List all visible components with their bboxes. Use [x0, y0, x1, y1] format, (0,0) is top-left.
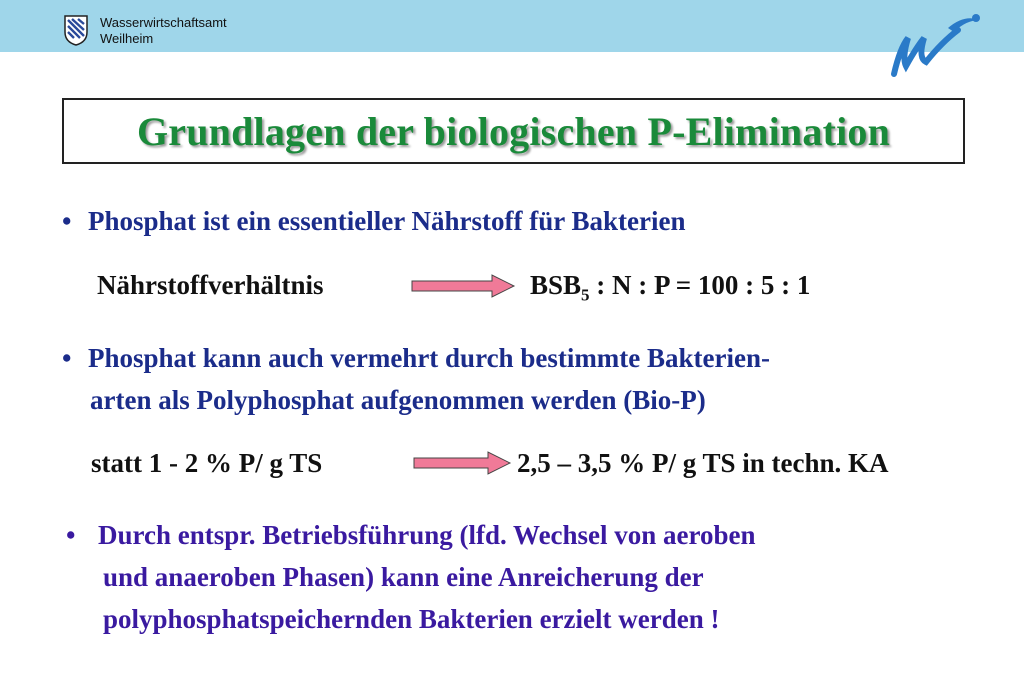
water-wave-logo-icon [888, 8, 984, 80]
bullet-marker: • [66, 520, 76, 550]
bullet-1 [62, 205, 685, 237]
bavarian-crest-icon [64, 14, 88, 46]
bsb-subscript: 5 [581, 285, 590, 305]
bullet-2 [62, 342, 770, 374]
bullet-1-line-1: Phosphat ist ein essentieller Nährstoff für Bakterien [88, 206, 686, 236]
right-arrow-icon [412, 451, 512, 475]
bullet-3-line-1: Durch entspr. Betriebsführung (lfd. Wechsel von aeroben [98, 520, 756, 550]
bullet-marker: • [62, 206, 72, 236]
ratio-values: : N : P = 100 : 5 : 1 [589, 270, 811, 300]
phosphorus-content-before: statt 1 - 2 % P/ g TS [91, 448, 323, 478]
nutrient-ratio-value [530, 269, 811, 305]
bullet-3 [66, 519, 756, 551]
slide-title: Grundlagen der biologischen P-Elimination [136, 108, 891, 154]
organization-name [100, 15, 227, 47]
phosphorus-content-after: 2,5 – 3,5 % P/ g TS in techn. KA [517, 448, 889, 478]
right-arrow-icon [410, 274, 516, 298]
nutrient-ratio-label: Nährstoffverhältnis [97, 270, 324, 300]
bullet-3-line-2: und anaeroben Phasen) kann eine Anreicherung der [103, 562, 704, 592]
organization-line-2: Weilheim [100, 31, 154, 46]
bsb-label: BSB [530, 270, 582, 300]
bullet-2-line-1: Phosphat kann auch vermehrt durch bestimmte Bakterien- [88, 343, 771, 373]
bullet-marker: • [62, 343, 72, 373]
bullet-3-line-3: polyphosphatspeichernden Bakterien erzielt werden ! [103, 604, 720, 634]
bullet-2-line-2: arten als Polyphosphat aufgenommen werden (Bio-P) [90, 385, 706, 415]
organization-line-1: Wasserwirtschaftsamt [100, 15, 227, 30]
title-box [62, 98, 965, 164]
